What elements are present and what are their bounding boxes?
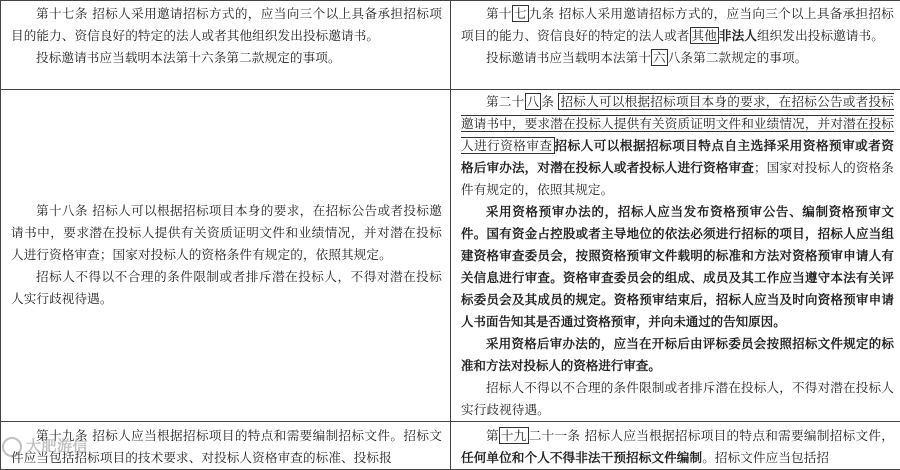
revised-text-cell [451,90,900,422]
article-paragraph: 招标人不得以不合理的条件限制或者排斥潜在投标人，不得对潜在投标人实行歧视待遇。 [451,377,900,421]
inserted-text: 非法人 [719,28,757,43]
article-paragraph: 第十 七 九条 招标人采用邀请招标方式的，应当向三个以上具备承担招标项目的能力、资信良好的特定的法人或者 其他 非法人组织发出投标邀请书。 [451,3,900,47]
deleted-text: 六 [651,49,668,66]
article-paragraph: 投标邀请书应当载明本法第十六条第二款规定的事项。 [1,47,450,69]
article-paragraph: 第 十九 二十一条 招标人应当根据招标项目的特点和需要编制招标文件，任何单位和个人不得非法干预招标文件编制。招标文件应当包括招 [451,425,900,469]
revised-text-cell [451,422,900,470]
inserted-text: 招标人可以根据招标项目特点自主选择采用资格预审或者资格后审办法，对潜在投标人或者投标人进行资格审查 [461,138,894,175]
watermark-logo-icon [2,437,22,457]
deleted-text: 十九 [499,427,529,444]
article-paragraph: 第十七条 招标人采用邀请招标方式的，应当向三个以上具备承担招标项目的能力、资信良好的特定的法人或者其他组织发出投标邀请书。 [1,3,450,47]
revised-text-cell [451,1,900,90]
article-paragraph: 第十八条 招标人可以根据招标项目本身的要求，在招标公告或者投标邀请书中，要求潜在投标人提供有关资质证明文件和业绩情况，并对潜在投标人进行资格审查；国家对投标人的资格条件有规定的，依照其规定。 [1,200,450,266]
original-text-cell [1,1,451,90]
article-paragraph: 采用资格预审办法的，招标人应当发布资格预审公告、编制资格预审文件。国有资金占控股或者主导地位的依法必须进行招标的项目，招标人应当组建资格审查委员会，按照资格预审文件载明的标准和方法对资格预审申请人有关信息进行审查。资格审查委员会的组成、成员及其工作应当遵守本法有关评标委员会及其成员的规定。资格预审结束后，招标人应当及时向资格预审申请人书面告知其是否通过资格预审，并向未通过的告知原因。 [451,201,900,333]
deleted-text: 招标人可以根据招标项目本身的要求，在招标公告或者投标邀请书中，要求潜在投标人提供有关资质证明文件和业绩情况，并对潜在投标人进行资格审查 [461,93,894,154]
article-paragraph: 采用资格后审办法的，应当在开标后由评标委员会按照招标文件规定的标准和方法对投标人的资格进行审查。 [451,333,900,377]
inserted-text: 任何单位和个人不得非法干预招标文件编制 [461,450,702,465]
deleted-text: 其他 [690,27,719,44]
article-paragraph: 第十九条 招标人应当根据招标项目的特点和需要编制招标文件。招标文件应当包括招标项目的技术要求、对投标人资格审查的标准、投标报 [1,425,450,469]
table-row [1,1,900,90]
article-paragraph: 第二十 八 条 招标人可以根据招标项目本身的要求，在招标公告或者投标邀请书中，要求潜在投标人提供有关资质证明文件和业绩情况，并对潜在投标人进行资格审查 招标人可以根据招标项目特点自主选择采用资格预审或者资格后审办法，对潜在投标人或者投标人进行资格审查；国家对投标人的资格条件有规定的，依照其规定。 [451,91,900,201]
watermark: 大肥游信 [2,435,120,463]
table-row [1,422,900,470]
deleted-text: 七 [512,5,529,22]
table-row [1,90,900,422]
deleted-text: 八 [525,93,542,110]
original-text-cell [1,90,451,422]
article-paragraph: 投标邀请书应当载明本法第十 六 八条第二款规定的事项。 [451,47,900,69]
article-paragraph: 招标人不得以不合理的条件限制或者排斥潜在投标人，不得对潜在投标人实行歧视待遇。 [1,266,450,310]
